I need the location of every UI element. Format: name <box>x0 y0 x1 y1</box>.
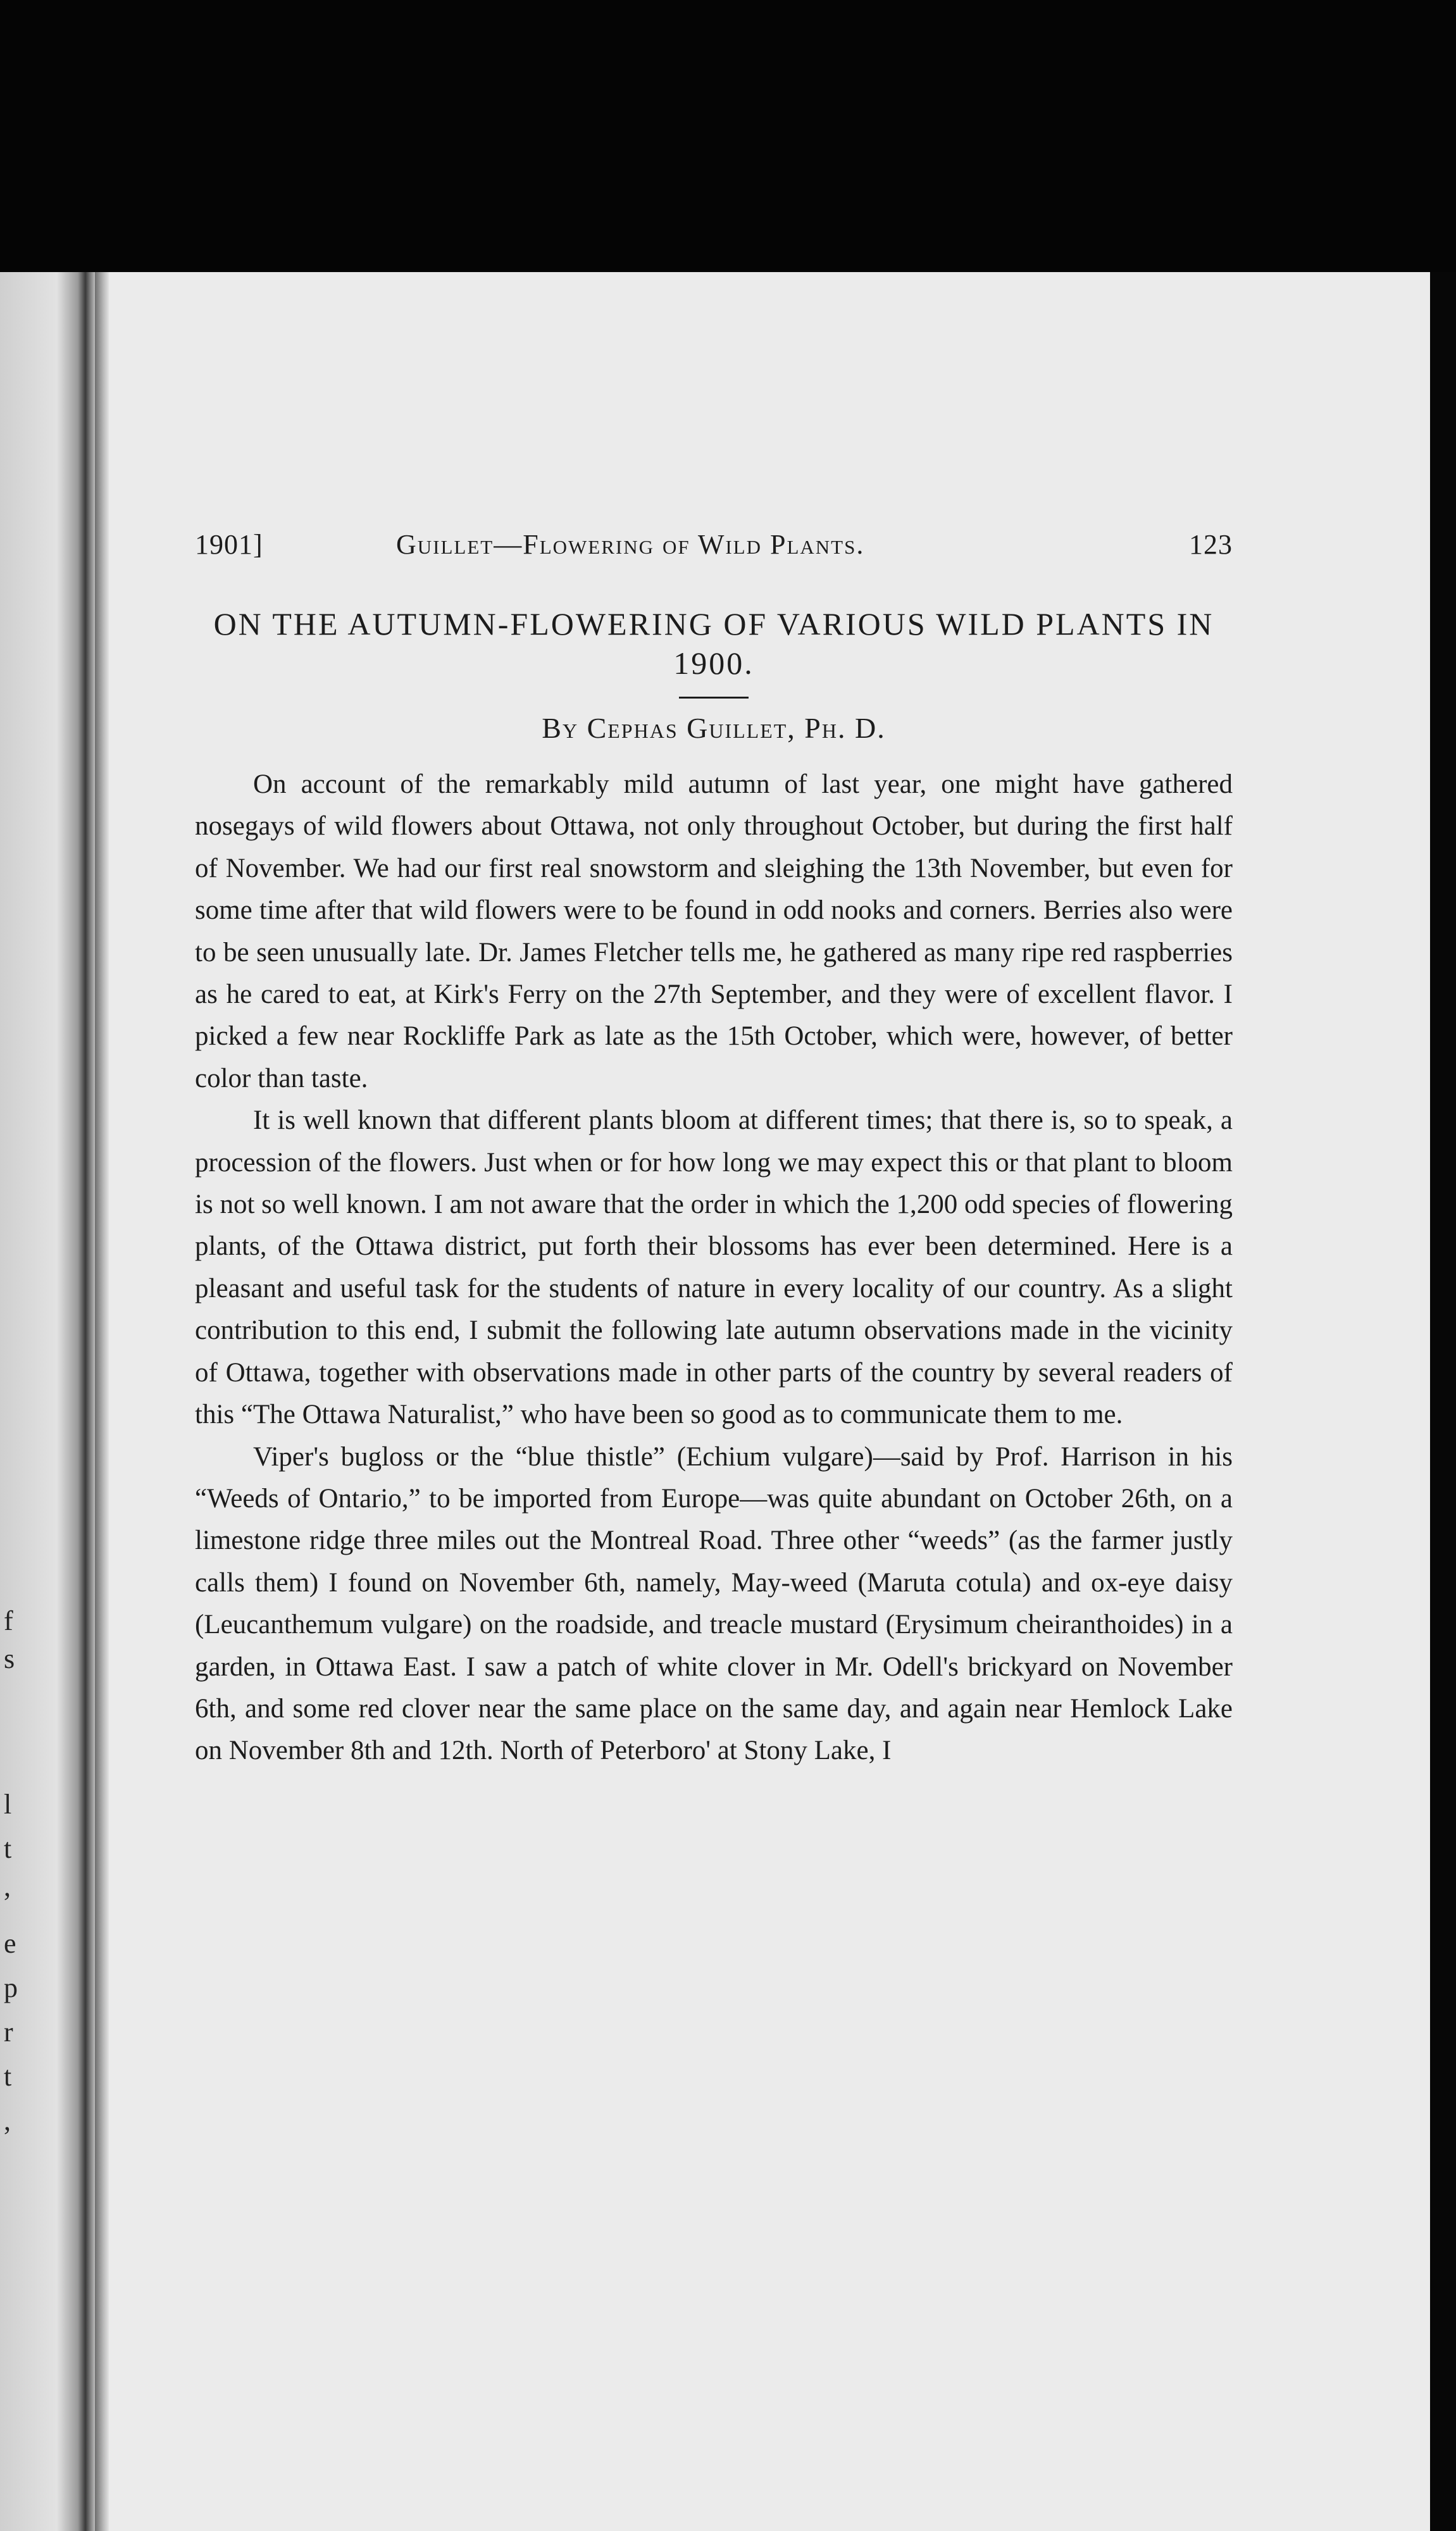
running-head-title: Guillet—Flowering of Wild Plants. <box>396 529 865 560</box>
scanner-background-top <box>0 0 1456 272</box>
article-byline: By Cephas Guillet, Ph. D. <box>542 712 886 744</box>
scanned-page <box>95 272 1430 2531</box>
adjacent-page-fragment: , <box>4 1871 11 1902</box>
adjacent-page-fragment: f <box>4 1605 13 1636</box>
paragraph: It is well known that different plants bloom at different times; that there is, so to speak, a procession of the flowers. Just when or for how long we may expect this or that plant to bloom is not so well known. I am not aware that the order in which the 1,200 odd species of flowering plants, of the Ottawa district, put forth their blossoms has ever been determined. Here is a pleasant and useful task for the students of nature in every locality of our country. As a slight contribution to this end, I submit the following late autumn observations made in the vicinity of Ottawa, together with observations made in other parts of the country by several readers of this “The Ottawa Naturalist,” who have been so good as to communicate them to me. <box>195 1105 1233 1430</box>
paragraph: On account of the remarkably mild autumn of last year, one might have gathered nosegays of wild flowers about Ottawa, not only throughout October, but during the first half of November. We had our first real snowstorm and sleighing the 13th November, but even for some time after that wild flowers were to be found in odd nooks and corners. Berries also were to be seen unusually late. Dr. James Fletcher tells me, he gathered as many ripe red raspberries as he cared to eat, at Kirk's Ferry on the 27th September, and they were of excellent flavor. I picked a few near Rockliffe Park as late as the 15th October, which were, however, of better color than taste. <box>195 769 1233 1093</box>
page-number: 123 <box>1189 529 1233 560</box>
scanner-background-right <box>1430 272 1456 2531</box>
page-content <box>195 528 1233 1772</box>
adjacent-page-edge <box>0 272 95 2531</box>
title-rule <box>679 697 749 699</box>
article-body <box>195 764 1233 1772</box>
running-head <box>195 528 1233 573</box>
adjacent-page-fragment: l <box>4 1789 12 1820</box>
adjacent-page-fragment: t <box>4 2061 12 2092</box>
page-spine-shadow <box>95 272 109 2531</box>
adjacent-page-fragment: s <box>4 1643 15 1674</box>
adjacent-page-fragment: t <box>4 1833 12 1864</box>
adjacent-page-fragment: , <box>4 2105 11 2136</box>
running-head-year: 1901] <box>195 529 263 560</box>
adjacent-page-fragment: p <box>4 1972 18 2003</box>
article-title: ON THE AUTUMN-FLOWERING OF VARIOUS WILD PLANTS IN 1900. <box>213 606 1214 681</box>
adjacent-page-fragment: r <box>4 2017 13 2048</box>
paragraph: Viper's bugloss or the “blue thistle” (Echium vulgare)—said by Prof. Harrison in his “Weeds of Ontario,” to be imported from Europe—was quite abundant on October 26th, on a limestone ridge three miles out the Montreal Road. Three other “weeds” (as the farmer justly calls them) I found on November 6th, namely, May-weed (Maruta cotula) and ox-eye daisy (Leucanthemum vulgare) on the roadside, and treacle mustard (Erysimum cheiranthoides) in a garden, in Ottawa East. I saw a patch of white clover in Mr. Odell's brickyard on November 6th, and some red clover near the same place on the same day, and again near Hemlock Lake on November 8th and 12th. North of Peterboro' at Stony Lake, I <box>195 1441 1233 1766</box>
adjacent-page-fragment: e <box>4 1928 16 1959</box>
